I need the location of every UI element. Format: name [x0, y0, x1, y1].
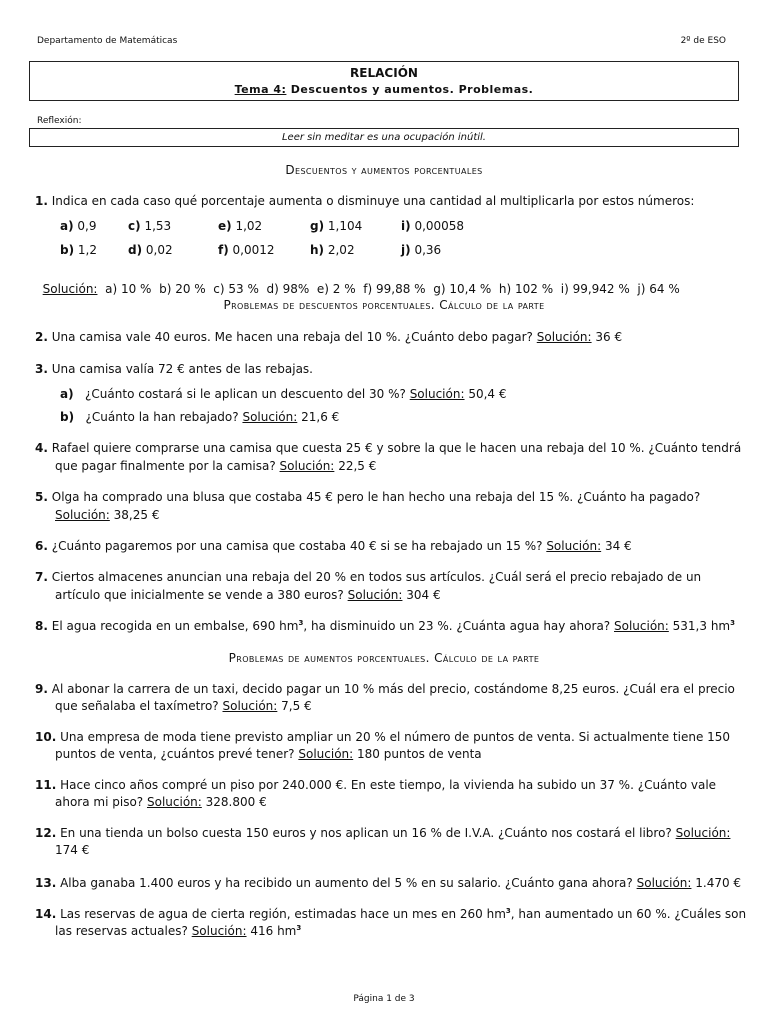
problem-5-cont: Solución: 38,25 € [55, 508, 160, 522]
solution-value: a) 10 % b) 20 % c) 53 % d) 98% e) 2 % f) 99,88 % g) 10,4 % h) 102 % i) 99,942 % j) 64 % [105, 282, 680, 296]
item-j: j) 0,36 [401, 243, 442, 257]
problem-number: 1. [35, 194, 48, 208]
topic-text: Descuentos y aumentos. Problemas. [290, 83, 534, 96]
problem-12: 12. En una tienda un bolso cuesta 150 euros y nos aplican un 16 % de I.V.A. ¿Cuánto nos costará el libro? Solución: [35, 826, 731, 840]
problem-3-a: a) ¿Cuánto costará si le aplican un descuento del 30 %? Solución: 50,4 € [60, 387, 507, 401]
title-box [29, 61, 739, 101]
problem-5: 5. Olga ha comprado una blusa que costaba 45 € pero le han hecho una rebaja del 15 %. ¿Cuánto ha pagado? [35, 490, 701, 504]
problem-1-solution [35, 268, 735, 296]
section-heading-percentages: Descuentos y aumentos porcentuales [285, 163, 483, 177]
problem-1 [35, 194, 735, 208]
problem-4-cont: que pagar finalmente por la camisa? Solución: 22,5 € [55, 459, 377, 473]
problem-6: 6. ¿Cuánto pagaremos por una camisa que costaba 40 € si se ha rebajado un 15 %? Solución: 34 € [35, 539, 632, 553]
document-title: RELACIÓN [350, 66, 418, 80]
problem-9-cont: que señalaba el taxímetro? Solución: 7,5 € [55, 699, 312, 713]
problem-7-cont: artículo que inicialmente se vende a 380 euros? Solución: 304 € [55, 588, 441, 602]
problem-8: 8. El agua recogida en un embalse, 690 $hm^3$, ha disminuido un 23 %. ¿Cuánta agua hay ahora? Solución: 531,3 $hm^3$ [35, 619, 735, 633]
solution-label: Solución: [536, 330, 592, 344]
item-d: d) 0,02 [128, 243, 173, 257]
problem-3-b: b) ¿Cuánto la han rebajado? Solución: 21,6 € [60, 410, 340, 424]
problem-2: 2. Una camisa vale 40 euros. Me hacen una rebaja del 10 %. ¿Cuánto debo pagar? Solución: 36 € [35, 330, 623, 344]
topic-label: Tema 4: [234, 83, 287, 96]
problem-11-cont: ahora mi piso? Solución: 328.800 € [55, 795, 267, 809]
problem-9: 9. Al abonar la carrera de un taxi, decido pagar un 10 % más del precio, costándome 8,25 euros. ¿Cuál era el precio [35, 682, 735, 696]
item-h: h) 2,02 [310, 243, 355, 257]
reflection-label: Reflexión: [37, 116, 82, 126]
problem-3: 3. Una camisa valía 72 € antes de las rebajas. [35, 362, 313, 376]
page-footer: Página 1 de 3 [353, 994, 415, 1004]
document-topic [30, 83, 738, 96]
department-header: Departamento de Matemáticas [37, 36, 178, 46]
item-b: b) 1,2 [60, 243, 97, 257]
item-g: g) 1,104 [310, 219, 363, 233]
problem-4: 4. Rafael quiere comprarse una camisa que cuesta 25 € y sobre la que le hacen una rebaja del 10 %. ¿Cuánto tendrá [35, 441, 742, 455]
course-header: 2º de ESO [680, 36, 726, 46]
solution-label: Solución: [42, 282, 98, 296]
problem-14: 14. Las reservas de agua de cierta región, estimadas hace un mes en 260 $hm^3$, han aumentado un 60 %. ¿Cuáles son [35, 907, 747, 921]
problem-7: 7. Ciertos almacenes anuncian una rebaja del 20 % en todos sus artículos. ¿Cuál será el precio rebajado de un [35, 570, 702, 584]
item-e: e) 1,02 [218, 219, 263, 233]
problem-14-cont: las reservas actuales? Solución: 416 $hm^3$ [55, 924, 302, 938]
item-a: a) 0,9 [60, 219, 97, 233]
problem-11: 11. Hace cinco años compré un piso por 240.000 €. En este tiempo, la vivienda ha subido un 37 %. ¿Cuánto vale [35, 778, 717, 792]
section-heading-increases: Problemas de aumentos porcentuales. Cálculo de la parte [228, 651, 540, 665]
solution-value: 36 € [595, 330, 623, 344]
item-c: c) 1,53 [128, 219, 172, 233]
item-f: f) 0,0012 [218, 243, 275, 257]
problem-10: 10. Una empresa de moda tiene previsto ampliar un 20 % el número de puntos de venta. Si actualmente tiene 150 [35, 730, 731, 744]
reflection-quote: Leer sin meditar es una ocupación inútil. [29, 128, 739, 147]
problem-13: 13. Alba ganaba 1.400 euros y ha recibido un aumento del 5 % en su salario. ¿Cuánto gana ahora? Solución: 1.470 € [35, 876, 742, 890]
problem-text: Indica en cada caso qué porcentaje aumenta o disminuye una cantidad al multiplicarla por estos números: [51, 194, 695, 208]
problem-12-cont: 174 € [55, 843, 90, 857]
item-i: i) 0,00058 [401, 219, 465, 233]
section-heading-discounts: Problemas de descuentos porcentuales. Cálculo de la parte [223, 298, 545, 312]
problem-10-cont: puntos de venta, ¿cuántos prevé tener? Solución: 180 puntos de venta [55, 747, 482, 761]
